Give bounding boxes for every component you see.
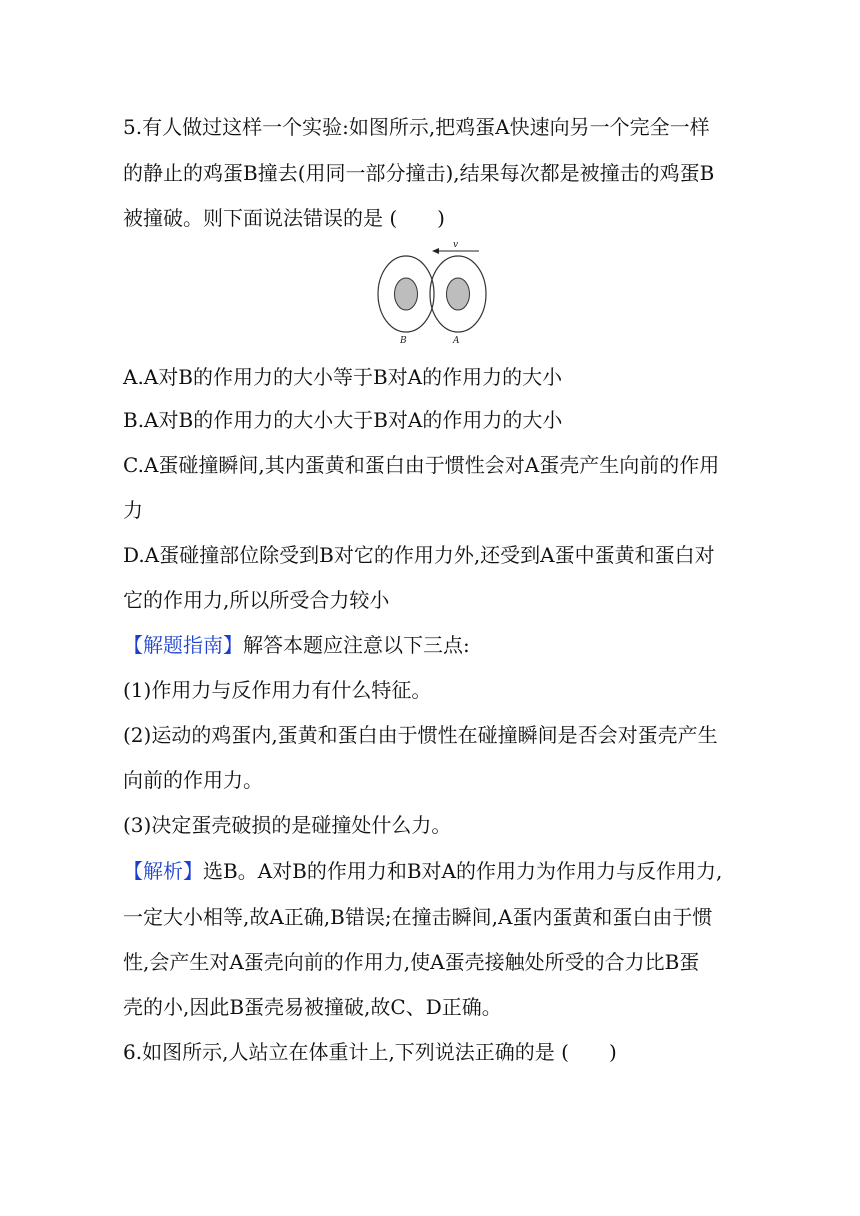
egg-a-yolk bbox=[447, 278, 470, 310]
guide-heading bbox=[123, 630, 743, 660]
q5-option-c-line-1: C.A蛋碰撞瞬间,其内蛋黄和蛋白由于惯性会对A蛋壳产生向前的作用 bbox=[123, 453, 720, 477]
velocity-label: v bbox=[453, 240, 459, 250]
guide-point-3: (3)决定蛋壳破损的是碰撞处什么力。 bbox=[123, 813, 452, 837]
guide-point-1: (1)作用力与反作用力有什么特征。 bbox=[123, 678, 432, 702]
egg-collision-figure bbox=[370, 240, 495, 350]
guide-point-2-line-1: (2)运动的鸡蛋内,蛋黄和蛋白由于惯性在碰撞瞬间是否会对蛋壳产生 bbox=[123, 723, 718, 747]
q5-option-c-line-2: 力 bbox=[123, 498, 143, 522]
guide-intro: 解答本题应注意以下三点: bbox=[243, 633, 470, 657]
guide-point-2-line-2: 向前的作用力。 bbox=[123, 768, 263, 792]
q5-option-a: A.A对B的作用力的大小等于B对A的作用力的大小 bbox=[123, 365, 563, 389]
analysis-tag: 【解析】 bbox=[123, 859, 203, 883]
analysis-line-4: 壳的小,因此B蛋壳易被撞破,故C、D正确。 bbox=[123, 995, 502, 1019]
egg-b-label: B bbox=[400, 336, 407, 346]
analysis-line-3: 性,会产生对A蛋壳向前的作用力,使A蛋壳接触处所受的合力比B蛋 bbox=[123, 950, 700, 974]
egg-a-label: A bbox=[453, 336, 460, 346]
q5-stem-line-2: 的静止的鸡蛋B撞去(用同一部分撞击),结果每次都是被撞击的鸡蛋B bbox=[123, 161, 715, 185]
guide-tag: 【解题指南】 bbox=[123, 633, 243, 657]
q5-stem-line-3: 被撞破。则下面说法错误的是 ( ) bbox=[123, 206, 445, 230]
analysis-line-2: 一定大小相等,故A正确,B错误;在撞击瞬间,A蛋内蛋黄和蛋白由于惯 bbox=[123, 905, 713, 929]
q5-option-b: B.A对B的作用力的大小大于B对A的作用力的大小 bbox=[123, 408, 563, 432]
q5-option-d-line-2: 它的作用力,所以所受合力较小 bbox=[123, 588, 390, 612]
analysis-text-1: 选B。A对B的作用力和B对A的作用力为作用力与反作用力, bbox=[203, 859, 723, 883]
q6-stem: 6.如图所示,人站立在体重计上,下列说法正确的是 ( ) bbox=[123, 1040, 617, 1064]
q5-option-d-line-1: D.A蛋碰撞部位除受到B对它的作用力外,还受到A蛋中蛋黄和蛋白对 bbox=[123, 543, 715, 567]
egg-b-yolk bbox=[395, 278, 418, 310]
analysis-line-1 bbox=[123, 856, 743, 886]
q5-stem-line-1: 5.有人做过这样一个实验:如图所示,把鸡蛋A快速向另一个完全一样 bbox=[123, 115, 710, 139]
